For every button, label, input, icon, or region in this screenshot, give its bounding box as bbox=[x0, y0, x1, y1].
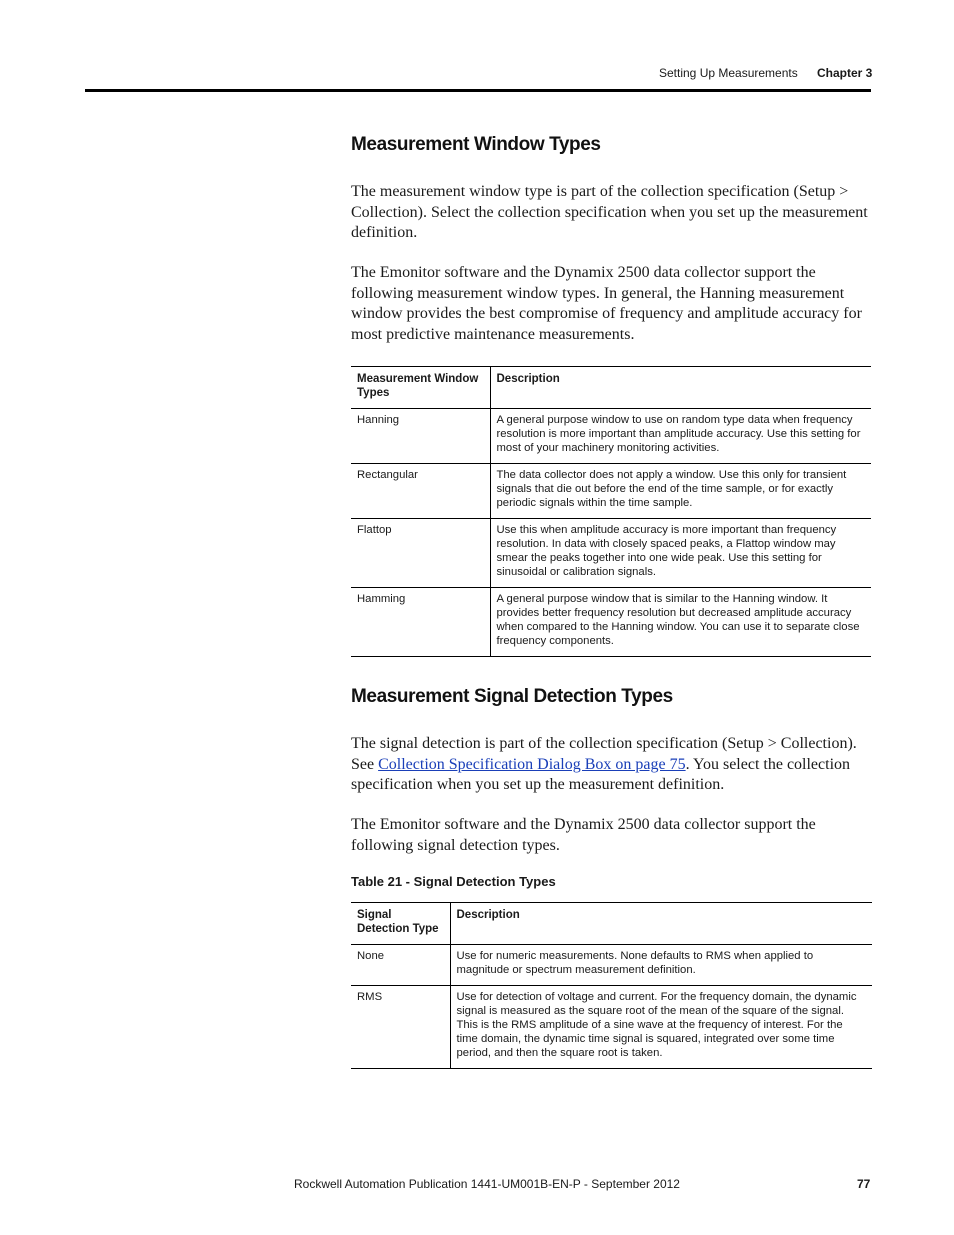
window-type-cell: Hamming bbox=[351, 588, 490, 657]
detection-type-cell: None bbox=[351, 945, 450, 986]
description-cell: The data collector does not apply a window. Use this only for transient signals that die out before the end of the time sample, or for exactly periodic signals within the time sample. bbox=[490, 464, 871, 519]
table-header-row bbox=[351, 367, 871, 409]
column-header-window-types: Measurement Window Types bbox=[351, 367, 490, 409]
description-cell: A general purpose window to use on random type data when frequency resolution is more important than amplitude accuracy. Use this setting for most of your machinery monitoring activities. bbox=[490, 409, 871, 464]
column-header-description: Description bbox=[450, 903, 872, 945]
table-row bbox=[351, 986, 872, 1069]
collection-specification-link[interactable]: Collection Specification Dialog Box on page 75 bbox=[378, 755, 686, 773]
signal-detection-table bbox=[351, 902, 872, 1069]
paragraph-text: . You select the collection specification when you set up the measurement definition. bbox=[351, 755, 851, 793]
description-cell: Use for numeric measurements. None defaults to RMS when applied to magnitude or spectrum measurement definition. bbox=[450, 945, 872, 986]
table-row bbox=[351, 945, 872, 986]
table-row bbox=[351, 519, 871, 588]
paragraph-window-intro: The measurement window type is part of the collection specification (Setup > Collection). Select the collection specification when you set up the measurement definition. bbox=[351, 183, 868, 241]
detection-type-cell: RMS bbox=[351, 986, 450, 1069]
footer-publication: Rockwell Automation Publication 1441-UM001B-EN-P - September 2012 bbox=[294, 1177, 680, 1191]
table-caption: Table 21 - Signal Detection Types bbox=[351, 874, 556, 889]
paragraph-window-support: The Emonitor software and the Dynamix 2500 data collector support the following measurement window types. In general, the Hanning measurement window provides the best compromise of frequency and amplitude accuracy for most predictive maintenance measurements. bbox=[351, 264, 862, 343]
table-header-row bbox=[351, 903, 872, 945]
window-types-table bbox=[351, 366, 871, 657]
paragraph-signal-support: The Emonitor software and the Dynamix 2500 data collector support the following signal detection types. bbox=[351, 816, 816, 854]
window-type-cell: Rectangular bbox=[351, 464, 490, 519]
section-heading-signal-detection: Measurement Signal Detection Types bbox=[351, 686, 673, 707]
table-row bbox=[351, 409, 871, 464]
description-cell: A general purpose window that is similar to the Hanning window. It provides better frequency resolution but decreased amplitude accuracy when compared to the Hanning window. You can use it to separate close frequency components. bbox=[490, 588, 871, 657]
section-heading-window-types: Measurement Window Types bbox=[351, 134, 601, 155]
table-row bbox=[351, 464, 871, 519]
header-rule bbox=[85, 89, 871, 92]
paragraph-signal-intro bbox=[351, 734, 873, 796]
description-cell: Use for detection of voltage and current. For the frequency domain, the dynamic signal is measured as the square root of the mean of the square of the signal. This is the RMS amplitude of a sine wave at the frequency of interest. For the time domain, the dynamic time signal is squared, integrated over some time period, and then the square root is taken. bbox=[450, 986, 872, 1069]
running-header-chapter: Chapter 3 bbox=[817, 66, 873, 80]
window-type-cell: Flattop bbox=[351, 519, 490, 588]
window-type-cell: Hanning bbox=[351, 409, 490, 464]
paragraph-text: The signal detection is part of the collection specification (Setup > Collection). See bbox=[351, 735, 857, 773]
table-row bbox=[351, 588, 871, 657]
page-number: 77 bbox=[857, 1177, 871, 1191]
description-cell: Use this when amplitude accuracy is more important than frequency resolution. In data with closely spaced peaks, a Flattop window may smear the peaks together into one wide peak. Use this setting for sinusoidal or calibration signals. bbox=[490, 519, 871, 588]
running-header-section: Setting Up Measurements bbox=[659, 66, 798, 80]
column-header-signal-detection-type: Signal Detection Type bbox=[351, 903, 450, 945]
column-header-description: Description bbox=[490, 367, 871, 409]
